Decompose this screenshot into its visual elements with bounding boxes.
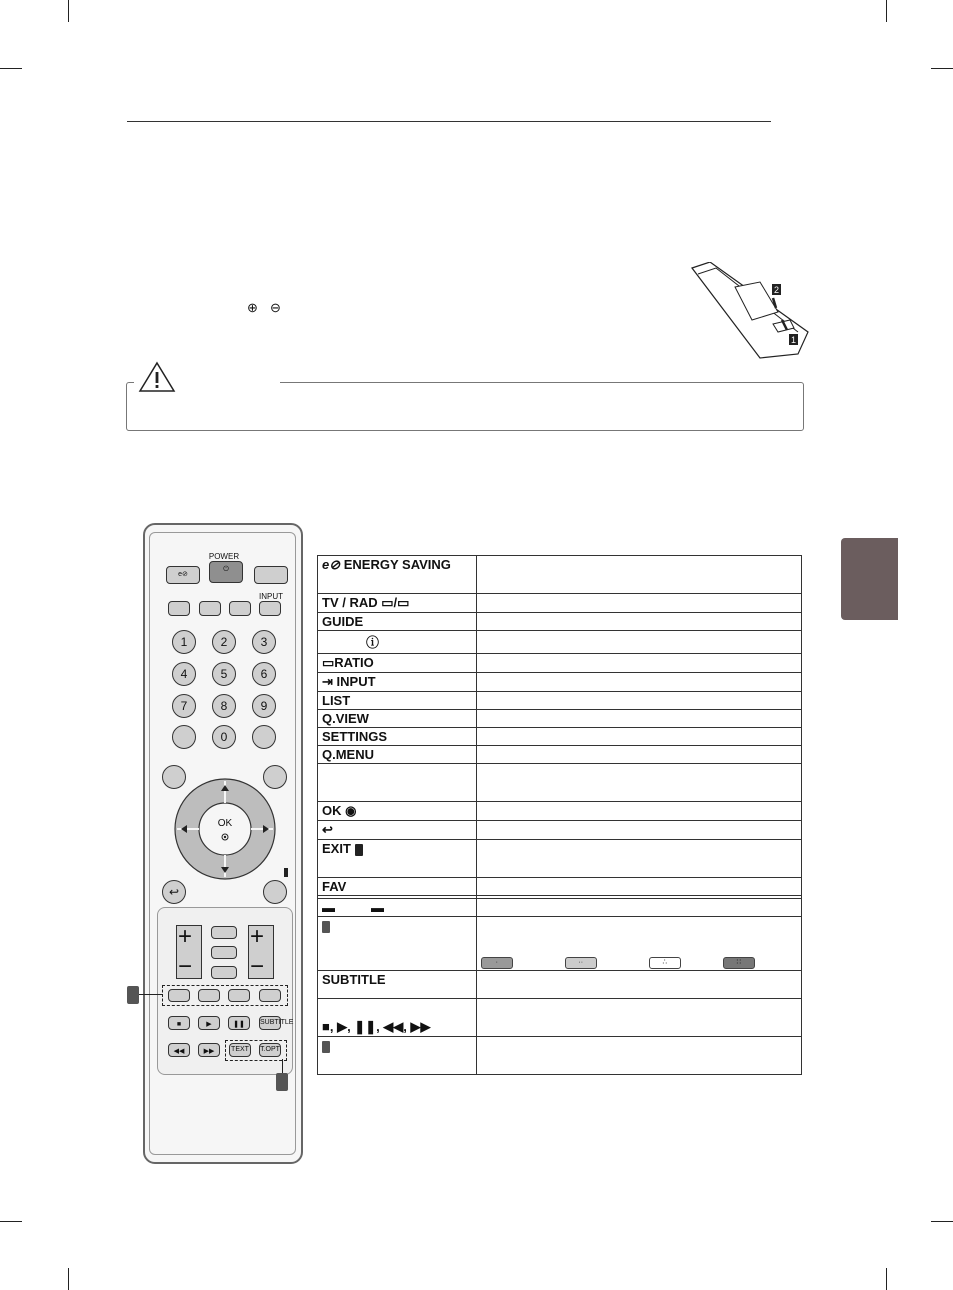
battery-cover-illustration bbox=[690, 262, 810, 362]
aspect-button[interactable] bbox=[211, 946, 237, 959]
crop-mark bbox=[931, 1221, 953, 1222]
crop-mark bbox=[886, 1268, 887, 1290]
table-value bbox=[476, 802, 801, 821]
exit-button[interactable] bbox=[263, 880, 287, 904]
table-value bbox=[476, 840, 801, 878]
blue-key-icon: ∷ bbox=[723, 957, 755, 969]
table-row bbox=[318, 594, 802, 613]
energy-saving-button[interactable]: e⊘ bbox=[166, 566, 200, 584]
mute-button[interactable] bbox=[211, 966, 237, 979]
pause-button[interactable] bbox=[228, 1016, 250, 1030]
table-value bbox=[476, 594, 801, 613]
plus-icon: ⊕ bbox=[247, 300, 258, 315]
channel-up-icon: + bbox=[250, 923, 265, 950]
yellow-key-icon: ∴ bbox=[649, 957, 681, 969]
table-key: FAV bbox=[318, 878, 477, 896]
table-row bbox=[318, 971, 802, 999]
table-row bbox=[318, 878, 802, 896]
page-left-icon: ▬ bbox=[322, 900, 335, 915]
table-value bbox=[476, 692, 801, 710]
back-icon: ↩ bbox=[322, 822, 333, 837]
ratio-button[interactable] bbox=[229, 601, 251, 616]
green-key-icon: ·· bbox=[565, 957, 597, 969]
table-key: ▭RATIO bbox=[318, 654, 477, 673]
table-value bbox=[476, 899, 801, 917]
table-key: OK ◉ bbox=[318, 802, 477, 821]
table-value bbox=[476, 673, 801, 692]
callout-badge bbox=[322, 1041, 330, 1053]
table-value bbox=[476, 728, 801, 746]
tv-rad-icon: ▭/▭ bbox=[381, 595, 410, 610]
table-key: Q.MENU bbox=[318, 746, 477, 764]
table-row bbox=[318, 999, 802, 1037]
navigation-pad[interactable] bbox=[173, 777, 277, 881]
table-row bbox=[318, 1037, 802, 1075]
table-value bbox=[476, 631, 801, 654]
table-row bbox=[318, 556, 802, 594]
number-button-5[interactable]: 5 bbox=[212, 662, 236, 686]
rewind-icon: ◀◀ bbox=[173, 1048, 185, 1055]
table-key: TV / RAD ▭/▭ bbox=[318, 594, 477, 613]
rewind-button[interactable] bbox=[168, 1043, 190, 1057]
number-button-8[interactable]: 8 bbox=[212, 694, 236, 718]
table-value bbox=[476, 613, 801, 631]
table-key: SUBTITLE bbox=[318, 971, 477, 999]
page-right-icon: ▬ bbox=[371, 900, 384, 915]
input-icon: ⇥ bbox=[322, 674, 333, 689]
table-row bbox=[318, 692, 802, 710]
guide-button[interactable] bbox=[168, 601, 190, 616]
table-row bbox=[318, 728, 802, 746]
minus-icon: ⊖ bbox=[270, 300, 281, 315]
table-row bbox=[318, 802, 802, 821]
info-icon: ⓘ bbox=[366, 635, 380, 650]
table-key: Q.VIEW bbox=[318, 710, 477, 728]
green-button[interactable] bbox=[198, 989, 220, 1002]
table-row bbox=[318, 764, 802, 802]
number-button-3[interactable]: 3 bbox=[252, 630, 276, 654]
number-button-4[interactable]: 4 bbox=[172, 662, 196, 686]
table-key: e⊘ ENERGY SAVING bbox=[318, 556, 477, 594]
table-key: GUIDE bbox=[318, 613, 477, 631]
table-row bbox=[318, 710, 802, 728]
chapter-tab bbox=[841, 538, 898, 620]
step-2-label: 2 bbox=[773, 285, 780, 295]
exit-icon bbox=[355, 844, 363, 856]
button-description-table bbox=[317, 555, 802, 1075]
table-value bbox=[476, 764, 801, 802]
callout-teletext-buttons bbox=[276, 1073, 288, 1091]
volume-up-icon: + bbox=[178, 923, 193, 950]
table-key bbox=[318, 917, 477, 971]
table-value bbox=[476, 999, 801, 1037]
table-key: SETTINGS bbox=[318, 728, 477, 746]
warning-icon bbox=[138, 361, 176, 393]
number-button-6[interactable]: 6 bbox=[252, 662, 276, 686]
back-icon: ↩ bbox=[168, 885, 180, 899]
table-key bbox=[318, 899, 477, 917]
table-row bbox=[318, 821, 802, 840]
fast-forward-button[interactable] bbox=[198, 1043, 220, 1057]
yellow-button[interactable] bbox=[228, 989, 250, 1002]
table-row bbox=[318, 654, 802, 673]
table-row bbox=[318, 746, 802, 764]
number-button-1[interactable]: 1 bbox=[172, 630, 196, 654]
number-button-2[interactable]: 2 bbox=[212, 630, 236, 654]
t-opt-button[interactable]: T.OPT bbox=[259, 1043, 281, 1057]
blue-button[interactable] bbox=[259, 989, 281, 1002]
table-row bbox=[318, 613, 802, 631]
ok-label: OK bbox=[217, 818, 233, 829]
callout-color-buttons bbox=[127, 986, 139, 1004]
red-key-icon: · bbox=[481, 957, 513, 969]
number-button-7[interactable]: 7 bbox=[172, 694, 196, 718]
number-button-0[interactable]: 0 bbox=[212, 725, 236, 749]
ok-icon: ◉ bbox=[345, 803, 357, 818]
exit-icon bbox=[284, 868, 288, 877]
ratio-icon: ▭ bbox=[322, 655, 335, 670]
table-value bbox=[476, 917, 801, 971]
header-rule bbox=[127, 121, 771, 122]
crop-mark bbox=[68, 1268, 69, 1290]
input-button[interactable] bbox=[259, 601, 281, 616]
crop-mark bbox=[0, 68, 22, 69]
table-row bbox=[318, 917, 802, 971]
play-button[interactable] bbox=[198, 1016, 220, 1030]
table-key bbox=[318, 631, 477, 654]
table-value bbox=[476, 654, 801, 673]
energy-saving-icon: e⊘ bbox=[322, 557, 341, 572]
callout-line bbox=[282, 1059, 283, 1073]
play-icon: ▶ bbox=[206, 1021, 212, 1028]
table-key: LIST bbox=[318, 692, 477, 710]
crop-mark bbox=[0, 1221, 22, 1222]
list-button[interactable] bbox=[172, 725, 196, 749]
table-row bbox=[318, 673, 802, 692]
red-button[interactable] bbox=[168, 989, 190, 1002]
power-label: POWER bbox=[208, 552, 240, 561]
text-button[interactable]: TEXT bbox=[229, 1043, 251, 1057]
table-row bbox=[318, 631, 802, 654]
info-button[interactable] bbox=[199, 601, 221, 616]
callout-line bbox=[139, 994, 162, 995]
table-key bbox=[318, 1037, 477, 1075]
table-row bbox=[318, 840, 802, 878]
pause-icon: ❚❚ bbox=[233, 1021, 245, 1028]
caution-box bbox=[126, 382, 804, 431]
table-value bbox=[476, 878, 801, 896]
fav-button[interactable] bbox=[211, 926, 237, 939]
crop-mark bbox=[68, 0, 69, 22]
table-row bbox=[318, 899, 802, 917]
playback-icons: ■, ▶, ❚❚, ◀◀, ▶▶ bbox=[322, 1019, 431, 1034]
table-key bbox=[318, 821, 477, 840]
table-value bbox=[476, 710, 801, 728]
fast-forward-icon: ▶▶ bbox=[203, 1048, 215, 1055]
table-key bbox=[318, 999, 477, 1037]
crop-mark bbox=[931, 68, 953, 69]
stop-button[interactable] bbox=[168, 1016, 190, 1030]
callout-badge bbox=[322, 921, 330, 933]
table-key: ⇥ INPUT bbox=[318, 673, 477, 692]
subtitle-button[interactable]: SUBTITLE bbox=[259, 1016, 281, 1030]
q-view-button[interactable] bbox=[252, 725, 276, 749]
table-key: EXIT bbox=[318, 840, 477, 878]
stop-icon: ■ bbox=[176, 1021, 182, 1028]
table-value bbox=[476, 971, 801, 999]
power-button[interactable] bbox=[209, 561, 243, 583]
crop-mark bbox=[886, 0, 887, 22]
power-icon: ⏻ bbox=[223, 566, 229, 573]
table-value bbox=[476, 821, 801, 840]
table-value bbox=[476, 1037, 801, 1075]
step-1-label: 1 bbox=[790, 335, 797, 345]
back-button[interactable] bbox=[162, 880, 186, 904]
tv-rad-button[interactable] bbox=[254, 566, 288, 584]
volume-down-icon: − bbox=[178, 953, 193, 980]
table-value bbox=[476, 746, 801, 764]
channel-down-icon: − bbox=[250, 953, 265, 980]
table-key bbox=[318, 764, 477, 802]
number-button-9[interactable]: 9 bbox=[252, 694, 276, 718]
table-value bbox=[476, 556, 801, 594]
input-label: INPUT bbox=[259, 592, 283, 601]
